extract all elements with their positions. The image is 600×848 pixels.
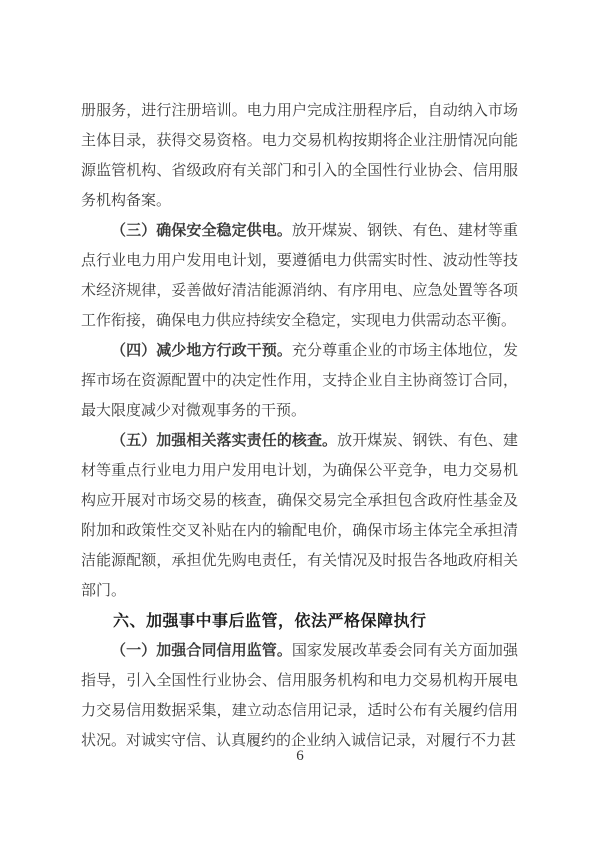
paragraph-body: 放开煤炭、钢铁、有色、建材等重点行业电力用户发用电计划，要遵循电力供需实时性、波动性等技术经济规律，妥善做好清洁能源消纳、有序用电、应急处置等各项工作衔接，确保电力供应持续安全稳定，实现电力供需动态平衡。 bbox=[81, 223, 518, 329]
section-heading: 六、加强事中事后监管，依法严格保障执行 bbox=[113, 611, 427, 630]
paragraph-item-5 bbox=[81, 426, 518, 606]
page-number: 6 bbox=[296, 748, 304, 764]
paragraph-lead: （四）减少地方行政干预。 bbox=[111, 343, 292, 359]
text-block bbox=[81, 96, 518, 756]
paragraph-body: 充分尊重企业的市场主体地位，发挥市场在资源配置中的决定性作用，支持企业自主协商签订合同，最大限度减少对微观事务的干预。 bbox=[81, 343, 518, 419]
paragraph-lead: （一）加强合同信用监管。 bbox=[111, 643, 292, 659]
paragraph-item-4 bbox=[81, 336, 518, 426]
paragraph-lead: （三）确保安全稳定供电。 bbox=[111, 223, 292, 239]
paragraph-body: 放开煤炭、钢铁、有色、建材等重点行业电力用户发用电计划，为确保公平竞争，电力交易机构应开展对市场交易的核查，确保交易完全承担包含政府性基金及附加和政策性交叉补贴在内的输配电价，确保市场主体完全承担清洁能源配额，承担优先购电责任，有关情况及时报告各地政府相关部门。 bbox=[81, 433, 518, 599]
paragraph-continuation: 册服务，进行注册培训。电力用户完成注册程序后，自动纳入市场主体目录，获得交易资格。电力交易机构按期将企业注册情况向能源监管机构、省级政府有关部门和引入的全国性行业协会、信用服务机构备案。 bbox=[81, 103, 518, 209]
paragraph-body: 国家发展改革委会同有关方面加强指导，引入全国性行业协会、信用服务机构和电力交易机构开展电力交易信用数据采集，建立动态信用记录，适时公布有关履约信用状况。对诚实守信、认真履约的企业纳入诚信记录，对履行不力甚 bbox=[81, 643, 518, 749]
paragraph-item-6-1 bbox=[81, 636, 518, 756]
paragraph-item-3 bbox=[81, 216, 518, 336]
paragraph-lead: （五）加强相关落实责任的核查。 bbox=[111, 433, 338, 449]
